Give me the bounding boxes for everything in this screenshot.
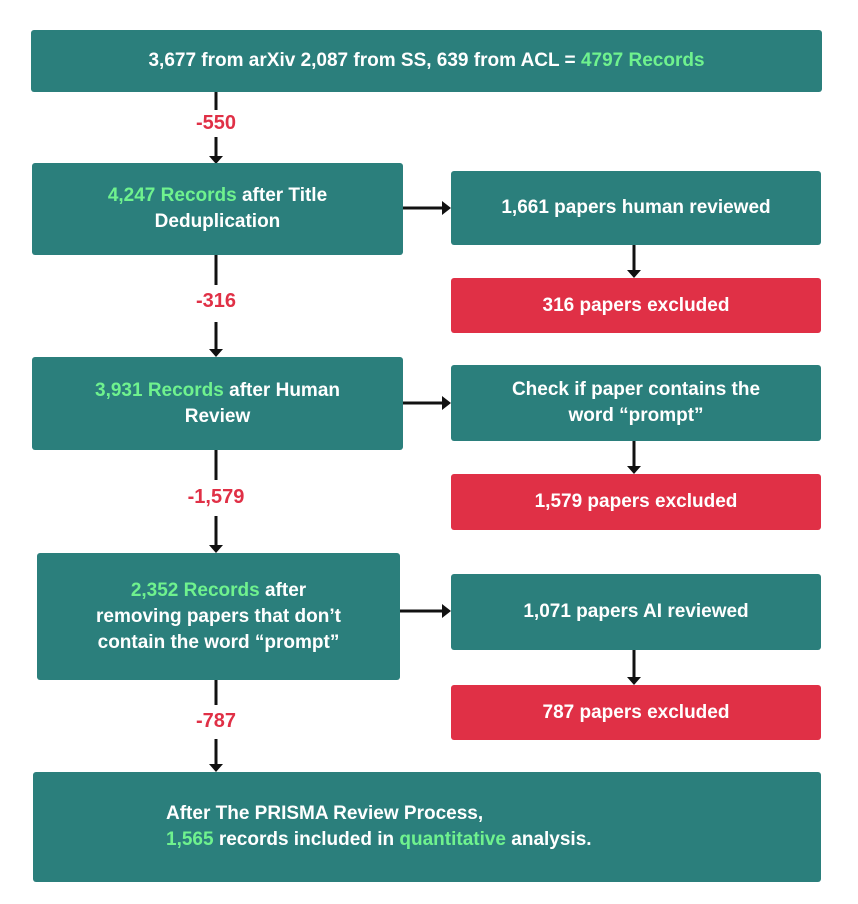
prompt-filter-count: 2,352 Records	[130, 579, 260, 601]
ai-reviewed-text: 1,071 papers AI reviewed	[523, 601, 749, 622]
arrowhead	[442, 201, 451, 215]
excluded-box	[451, 685, 821, 740]
prompt-filter-label: after	[259, 579, 307, 601]
arrowhead	[442, 396, 451, 410]
prompt-filter-box	[37, 553, 400, 680]
dedup-count: 4,247 Records	[107, 185, 237, 206]
final-end: analysis.	[506, 829, 592, 850]
final-line2	[166, 827, 592, 853]
arrowhead	[627, 270, 641, 278]
prompt-check-line1: Check if paper contains the	[511, 379, 761, 400]
delta-label: -550	[195, 112, 237, 134]
total-records: 4797 Records	[580, 50, 705, 71]
human-review-count: 3,931 Records	[95, 379, 224, 401]
prompt-filter-label-line3: contain the word “prompt”	[97, 631, 340, 653]
arrowhead	[627, 677, 641, 685]
dedup-box	[32, 163, 403, 255]
ai-reviewed-box	[451, 574, 821, 650]
human-reviewed-text: 1,661 papers human reviewed	[501, 197, 771, 218]
human-review-label: after Human	[223, 379, 340, 401]
arrowhead	[209, 764, 223, 772]
sources-breakdown: 3,677 from arXiv 2,087 from SS, 639 from ACL =	[148, 50, 581, 71]
dedup-label: after Title	[236, 185, 328, 206]
human-review-box	[32, 357, 403, 450]
arrowhead	[627, 466, 641, 474]
final-included-box	[33, 772, 821, 882]
excluded-text: 316 papers excluded	[542, 294, 730, 316]
delta-label: -787	[195, 710, 237, 732]
human-review-label-line2: Review	[184, 405, 251, 427]
final-mid: records included in	[213, 829, 400, 850]
delta-label: -316	[195, 290, 237, 312]
excluded-box	[451, 474, 821, 530]
arrowhead	[442, 604, 451, 618]
prompt-filter-label-line2: removing papers that don’t	[96, 605, 341, 627]
arrowhead	[209, 545, 223, 553]
excluded-text: 1,579 papers excluded	[534, 491, 738, 512]
final-count: 1,565	[166, 829, 214, 850]
final-highlight: quantitative	[399, 829, 506, 850]
records-identified-box	[31, 30, 822, 92]
human-reviewed-box	[451, 171, 821, 245]
dedup-label-line2: Deduplication	[154, 211, 281, 232]
excluded-box	[451, 278, 821, 333]
prompt-check-line2: word “prompt”	[568, 405, 704, 426]
arrowhead	[209, 349, 223, 357]
delta-label: -1,579	[187, 486, 245, 508]
records-sources-text	[148, 48, 704, 74]
excluded-text: 787 papers excluded	[542, 701, 730, 723]
prompt-check-box	[451, 365, 821, 441]
final-line1: After The PRISMA Review Process,	[166, 803, 484, 824]
